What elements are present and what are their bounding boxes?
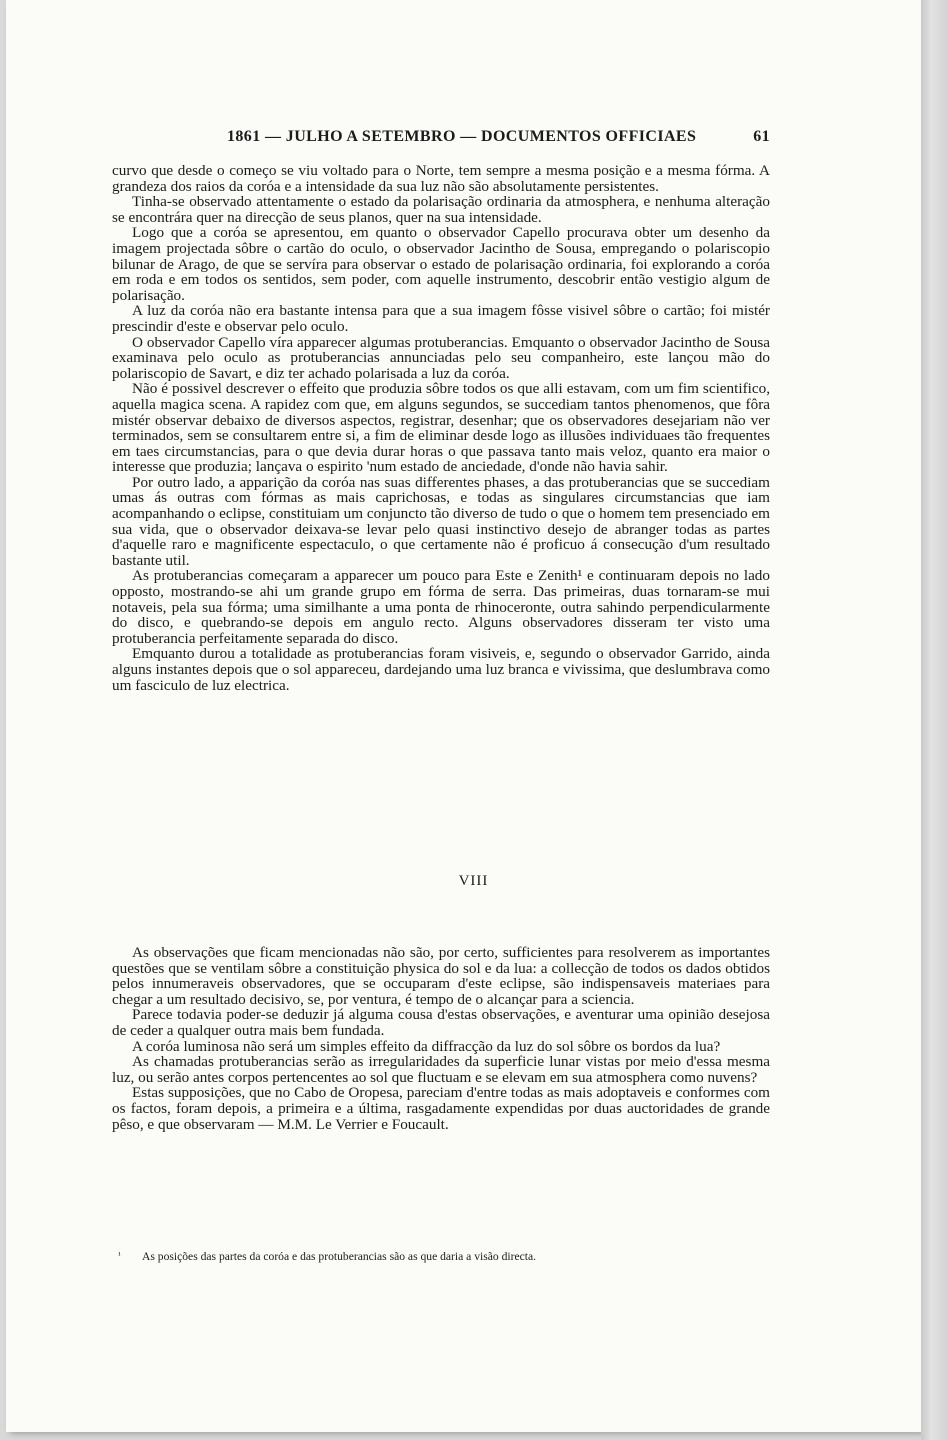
paragraph: O observador Capello víra apparecer algumas protuberancias. Emquanto o observador Jacintho de Sousa examinava pelo oculo as protuberancias annunciadas pelo seu companheiro, este lançou mão do polariscopio de Savart, e diz ter achado polarisada a luz da coróa. (112, 333, 770, 382)
section-seven-continued (112, 163, 770, 693)
paragraph: Estas supposições, que no Cabo de Oropesa, pareciam d'entre todas as mais adoptaveis e conformes com os factos, foram depois, a primeira e a última, rasgadamente expendidas por duas auctoridades de grande pêso, e que observaram — M.M. Le Verrier e Foucault. (112, 1084, 770, 1133)
paragraph: Logo que a coróa se apresentou, em quanto o observador Capello procurava obter um desenho da imagem projectada sôbre o cartão do oculo, o observador Jacintho de Sousa, empregando o polariscopio bilunar de Arago, de que se servíra para observar o estado de polarisação ordinaria, foi explorando a coróa em roda e em todos os sentidos, sem poder, com aquelle instrumento, descobrir então vestigio algum de polarisação. (112, 224, 770, 304)
paragraph: As observações que ficam mencionadas não são, por certo, sufficientes para resolverem as importantes questões que se ventilam sôbre a constituição physica do sol e da lua: a collecção de todos os dados obtidos pelos innumeraveis observadores, que se occuparam d'este eclipse, são indispensaveis materiaes para chegar a um resultado decisivo, se, por ventura, é tempo de o alcançar para a sciencia. (112, 944, 770, 1008)
section-heading: VIII (458, 873, 489, 889)
footnote-marker: ¹ (118, 1250, 121, 1260)
running-header (107, 128, 770, 152)
paragraph: Por outro lado, a apparição da coróa nas suas differentes phases, a das protuberancias que se succediam umas ás outras com fórmas as mais caprichosas, e todas as singulares circumstancias que iam acompanhando o eclipse, constituiam um conjuncto tão diverso de tudo o que o homem tem presenciado em sua vida, que o observador deixava-se levar pelo quasi instinctivo desejo de abranger todas as partes d'aquelle raro e magnificente espectaculo, o que certamente não é proficuo á consecução d'um resultado bastante util. (112, 473, 770, 569)
paragraph: Tinha-se observado attentamente o estado da polarisação ordinaria da atmosphera, e nenhuma alteração se encontrára quer na direcção de seus planos, quer na sua intensidade. (112, 193, 770, 226)
paragraph: As protuberancias começaram a apparecer um pouco para Este e Zenith¹ e continuaram depois no lado opposto, mostrando-se ahi um grande grupo em fórma de serra. Das primeiras, duas tornaram-se mui notaveis, pela sua fórma; uma similhante a uma ponta de rhinoceronte, outra sahindo perpendicularmente do disco, e quebrando-se depois em angulo recto. Alguns observadores disseram ter visto uma protuberancia perfeitamente separada do disco. (112, 567, 770, 647)
paragraph: Não é possivel descrever o effeito que produzia sôbre todos os que alli estavam, com um fim scientifico, aquella magica scena. A rapidez com que, em alguns segundos, se succediam tantos phenomenos, que fôra mistér observar debaixo de diversos aspectos, registrar, desenhar; que os observadores desejariam não ver terminados, sem se consultarem entre si, a fim de eliminar desde logo as illusões individuaes tão frequentes em taes circumstancias, para o que devia durar horas o que passava tanto mais veloz, quanto era maior o interesse que produzia; lançava o espirito 'num estado de anciedade, d'onde não havia sahir. (112, 380, 770, 476)
scan-margin (921, 0, 947, 1440)
page-number: 61 (753, 128, 770, 145)
paragraph: Parece todavia poder-se deduzir já alguma cousa d'estas observações, e aventurar uma opinião desejosa de ceder a qualquer outra mais bem fundada. (112, 1006, 770, 1039)
paragraph: As chamadas protuberancias serão as irregularidades da superficie lunar vistas por meio d'essa mesma luz, ou serão antes corpos pertencentes ao sol que fluctuam e se elevam em sua atmosphera como nuvens? (112, 1053, 770, 1086)
section-eight (112, 945, 770, 1132)
footnote-text: As posições das partes da coróa e das protuberancias são as que daria a visão directa. (142, 1250, 537, 1263)
paragraph: curvo que desde o começo se viu voltado para o Norte, tem sempre a mesma posição e a mesma fórma. A grandeza dos raios da coróa e a intensidade da sua luz não são absolutamente persistentes. (112, 162, 770, 195)
paragraph: Emquanto durou a totalidade as protuberancias foram visiveis, e, segundo o observador Garrido, ainda alguns instantes depois que o sol appareceu, dardejando uma luz branca e vivissima, que deslumbrava como um fasciculo de luz electrica. (112, 645, 770, 694)
header-title: 1861 — JULHO A SETEMBRO — DOCUMENTOS OFFICIAES (227, 128, 697, 145)
paragraph: A luz da coróa não era bastante intensa para que a sua imagem fôsse visivel sôbre o cartão; foi mistér prescindir d'este e observar pelo oculo. (112, 302, 770, 335)
paragraph: A coróa luminosa não será um simples effeito da diffracção da luz do sol sôbre os bordos da lua? (132, 1037, 721, 1055)
footnote (118, 1248, 738, 1264)
